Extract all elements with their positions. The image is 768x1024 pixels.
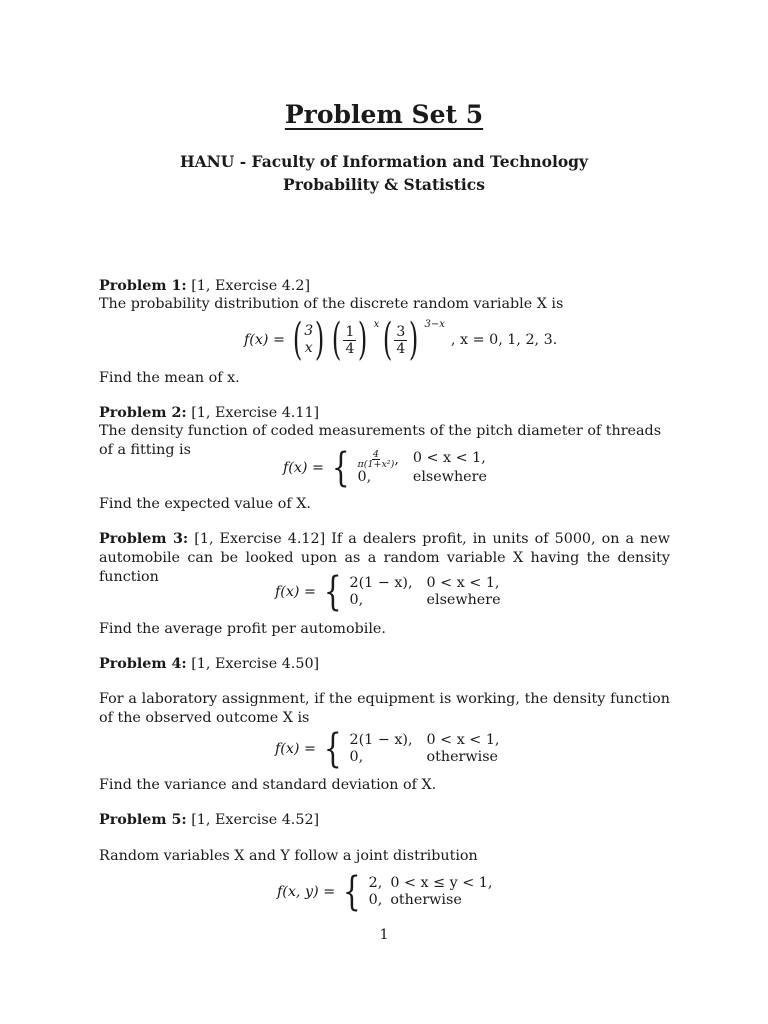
case-condition: otherwise bbox=[390, 892, 462, 908]
formula-lhs: f(x) = bbox=[275, 740, 317, 757]
case-condition: elsewhere bbox=[412, 469, 487, 485]
problem-label: Problem 2: bbox=[99, 405, 187, 421]
problem-5-intro: Random variables X and Y follow a joint distribution bbox=[99, 848, 478, 864]
problem-intro: If a dealers profit, in units of 5000, on a new automobile can be looked upon as a random variable X having the density function bbox=[99, 531, 670, 585]
problem-1-heading bbox=[99, 277, 670, 296]
problem-2-question: Find the expected value of X. bbox=[99, 496, 311, 512]
problem-label: Problem 3: bbox=[99, 531, 189, 547]
fraction-density: $\frac{4}{\text{π(1+x²)}}$ bbox=[357, 449, 395, 470]
page-title: Problem Set 5 bbox=[284, 100, 484, 129]
fraction-three-quarters: $\frac{3}{4}$ bbox=[396, 323, 406, 357]
formula-lhs: f(x) = bbox=[244, 331, 286, 348]
problem-reference: [1, Exercise 4.11] bbox=[191, 405, 320, 421]
problem-label: Problem 4: bbox=[99, 656, 187, 672]
problem-1-question: Find the mean of x. bbox=[99, 370, 240, 386]
formula-lhs: f(x) = bbox=[275, 583, 317, 600]
page-number: 1 bbox=[379, 927, 389, 943]
problem-5-formula: f(x, y) = { 2, 0 < x ≤ y < 1, 0, otherwise bbox=[277, 869, 493, 915]
case-condition: 0 < x < 1, bbox=[412, 450, 486, 466]
problem-4-intro: For a laboratory assignment, if the equipment is working, the density function of the observed outcome X is bbox=[99, 691, 670, 726]
problem-reference: [1, Exercise 4.52] bbox=[191, 812, 320, 828]
problem-label: Problem 5: bbox=[99, 812, 187, 828]
formula-lhs: f(x) = bbox=[283, 459, 325, 476]
exponent-x: x bbox=[373, 318, 380, 330]
case-condition: 0 < x < 1, bbox=[426, 732, 500, 748]
problem-reference: [1, Exercise 4.12] bbox=[194, 531, 326, 547]
binomial-coefficient: 3 x bbox=[304, 323, 314, 356]
case-condition: 0 < x ≤ y < 1, bbox=[390, 875, 493, 891]
case-value: 2(1 − x), bbox=[349, 575, 413, 591]
exponent-3-minus-x: 3−x bbox=[424, 318, 445, 330]
course-subtitle: Probability & Statistics bbox=[283, 175, 485, 194]
fraction-one-quarter: $\frac{1}{4}$ bbox=[345, 323, 355, 357]
case-condition: otherwise bbox=[426, 749, 498, 765]
problem-4-formula: f(x) = { 2(1 − x), 0 < x < 1, 0, otherwise bbox=[275, 726, 500, 772]
case-value: 2(1 − x), bbox=[349, 732, 413, 748]
problem-3-formula: f(x) = { 2(1 − x), 0 < x < 1, 0, elsewhere bbox=[275, 569, 501, 615]
institution-subtitle: HANU - Faculty of Information and Technology bbox=[179, 152, 589, 171]
case-condition: 0 < x < 1, bbox=[426, 575, 500, 591]
problem-2-intro: The density function of coded measurements of the pitch diameter of threads of a fitting is bbox=[99, 423, 662, 458]
problem-3-question: Find the average profit per automobile. bbox=[99, 621, 386, 637]
case-value: 0, bbox=[349, 592, 364, 608]
case-value: 0, bbox=[357, 469, 372, 485]
problem-reference: [1, Exercise 4.50] bbox=[191, 656, 320, 672]
problem-label: Problem 1: bbox=[99, 278, 187, 294]
problem-2-heading bbox=[99, 404, 670, 423]
formula-domain: , x = 0, 1, 2, 3. bbox=[450, 331, 558, 348]
problem-reference: [1, Exercise 4.2] bbox=[191, 278, 311, 294]
piecewise-cases bbox=[350, 575, 501, 609]
piecewise-cases: $\frac{4}{\text{π(1+x²)}}$ , 0 < x < 1, 0, elsewhere bbox=[357, 449, 487, 485]
case-value: 2, bbox=[368, 875, 383, 891]
problem-4-question: Find the variance and standard deviation of X. bbox=[99, 777, 437, 793]
piecewise-cases bbox=[369, 875, 493, 909]
problem-5-heading bbox=[99, 811, 670, 830]
formula-lhs: f(x, y) = bbox=[277, 883, 336, 900]
case-value: 0, bbox=[349, 749, 364, 765]
problem-1-intro: The probability distribution of the discrete random variable X is bbox=[99, 296, 564, 312]
case-value: 0, bbox=[368, 892, 383, 908]
problem-1-formula: f(x) = ( 3 x ) ( $\frac{1}{4}$ ) x ( $\frac{3}{4}$ ) 3−x , x = 0, 1, 2, 3. bbox=[244, 314, 558, 365]
problem-4-heading bbox=[99, 655, 670, 674]
case-condition: elsewhere bbox=[426, 592, 501, 608]
problem-2-formula: f(x) = { $\frac{4}{\text{π(1+x²)}}$ , 0 < x < 1, 0, elsewhere bbox=[283, 445, 487, 491]
piecewise-cases bbox=[350, 732, 500, 766]
